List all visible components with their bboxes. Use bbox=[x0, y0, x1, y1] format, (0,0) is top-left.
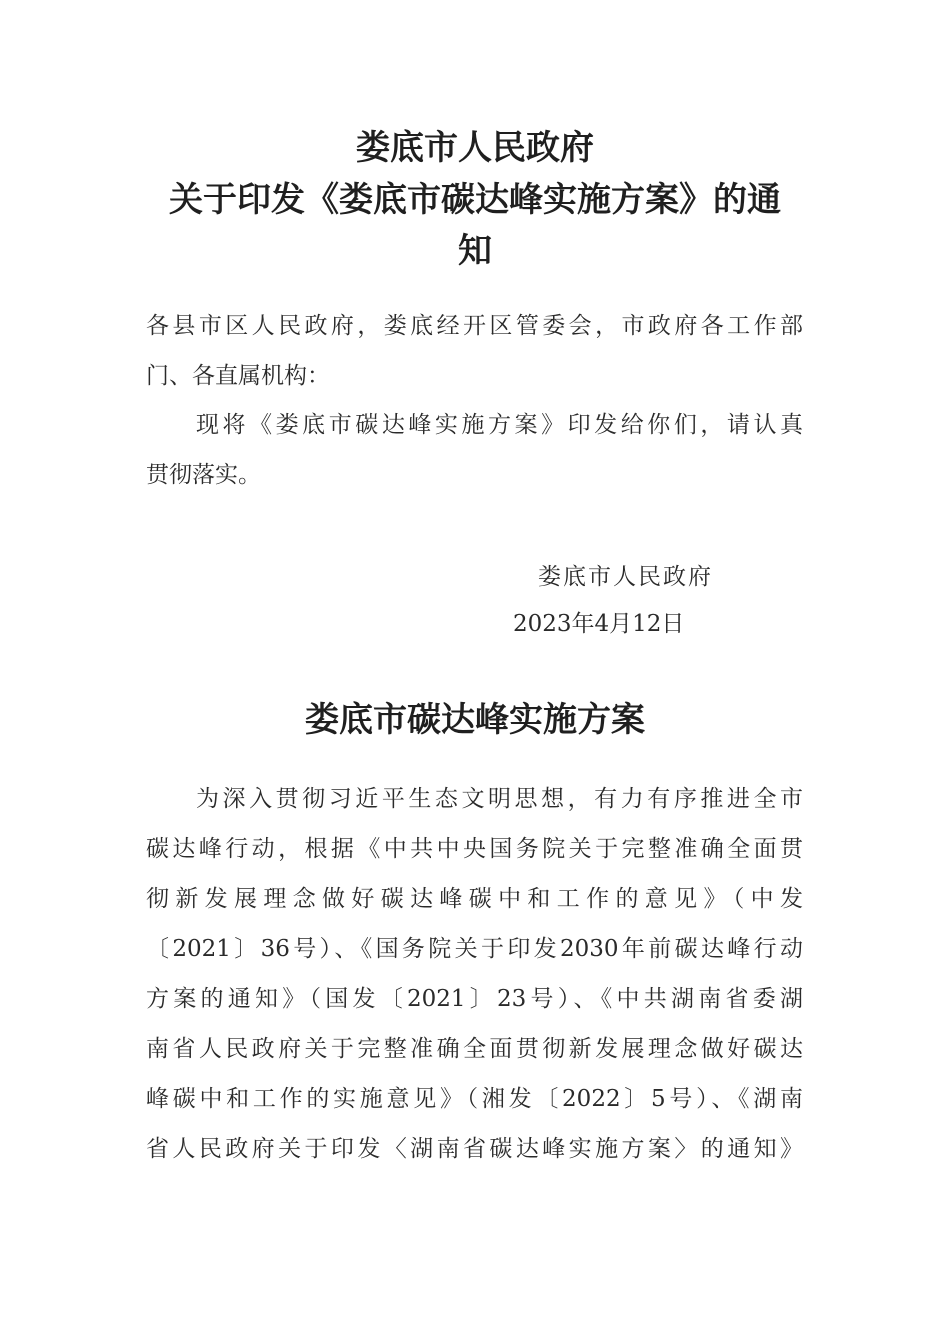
plan-paragraph-line: 碳达峰行动，根据《中共中央国务院关于完整准确全面贯 bbox=[146, 836, 803, 862]
plan-paragraph-line: 彻新发展理念做好碳达峰碳中和工作的意见》（中发 bbox=[146, 886, 803, 912]
signature-date: 2023年4月12日 bbox=[513, 611, 685, 637]
notice-title-line-1: 娄底市人民政府 bbox=[356, 128, 594, 168]
notice-body-line-2: 贯彻落实。 bbox=[146, 462, 261, 488]
plan-paragraph-line: 方案的通知》（国发〔2021〕23号）、《中共湖南省委湖 bbox=[146, 986, 803, 1012]
addressee-line-1: 各县市区人民政府，娄底经开区管委会，市政府各工作部 bbox=[146, 313, 803, 339]
plan-paragraph-line: 南省人民政府关于完整准确全面贯彻新发展理念做好碳达 bbox=[146, 1036, 803, 1062]
plan-paragraph-line: 省人民政府关于印发〈湖南省碳达峰实施方案〉的通知》 bbox=[146, 1136, 803, 1162]
plan-paragraph-line: 为深入贯彻习近平生态文明思想，有力有序推进全市 bbox=[196, 786, 803, 812]
notice-title-line-3: 知 bbox=[458, 231, 492, 271]
notice-title-line-2: 关于印发《娄底市碳达峰实施方案》的通 bbox=[169, 180, 781, 220]
plan-paragraph-line: 峰碳中和工作的实施意见》（湘发〔2022〕5号）、《湖南 bbox=[146, 1086, 803, 1112]
notice-body-line-1: 现将《娄底市碳达峰实施方案》印发给你们，请认真 bbox=[196, 412, 803, 438]
signature-organization: 娄底市人民政府 bbox=[538, 564, 713, 590]
plan-title: 娄底市碳达峰实施方案 bbox=[305, 700, 645, 740]
plan-paragraph-line: 〔2021〕36号）、《国务院关于印发2030年前碳达峰行动 bbox=[146, 936, 803, 962]
addressee-line-2: 门、各直属机构： bbox=[146, 363, 330, 389]
